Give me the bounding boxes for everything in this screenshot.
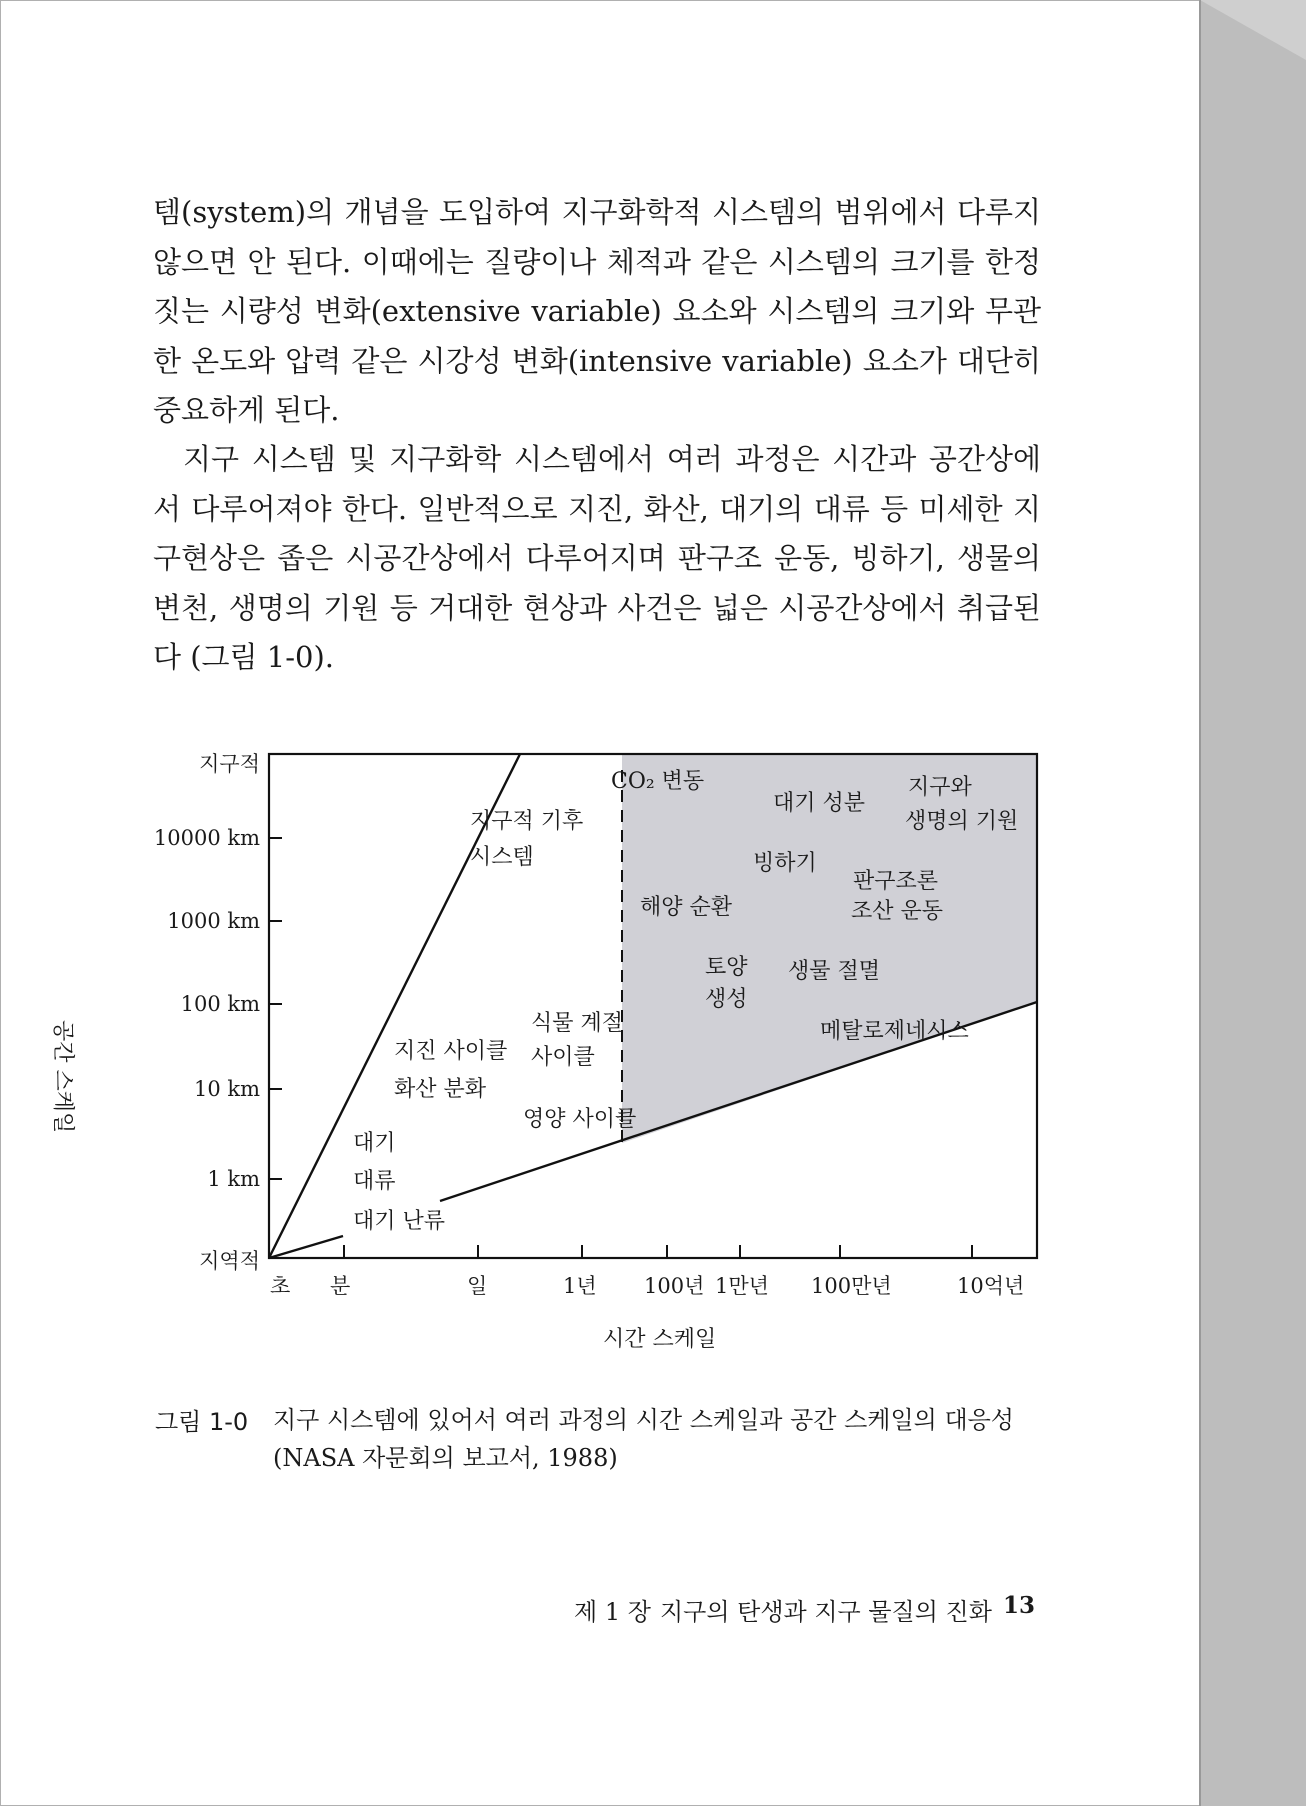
x-tick-label: 100만년 (811, 1274, 892, 1298)
process-label: 지구와 (908, 775, 972, 800)
x-tick-label: 100년 (644, 1274, 705, 1298)
y-tick-label: 10000 km (153, 826, 260, 850)
process-label: 영양 사이클 (523, 1107, 637, 1132)
process-label: 대기 성분 (773, 791, 866, 816)
x-tick-label: 1년 (563, 1274, 597, 1298)
process-label: 사이클 (531, 1045, 595, 1070)
x-tick-label: 1만년 (715, 1274, 769, 1298)
x-tick-label: 10억년 (957, 1274, 1025, 1298)
process-label: 화산 분화 (394, 1077, 487, 1102)
process-label: 대류 (353, 1169, 396, 1194)
x-axis-title: 시간 스케일 (603, 1327, 717, 1352)
y-tick-label: 1 km (207, 1167, 260, 1191)
y-tick-label: 지구적 (199, 752, 260, 776)
y-tick-label: 100 km (180, 992, 260, 1016)
x-tick-label: 초 (270, 1274, 291, 1298)
page-number: 13 (1003, 1592, 1036, 1619)
y-tick-label: 10 km (193, 1077, 260, 1101)
y-axis-title: 공간 스케일 (50, 1020, 75, 1134)
process-label: 토양 (705, 955, 748, 980)
process-label: 식물 계절 (531, 1011, 624, 1036)
y-tick-label: 1000 km (167, 909, 260, 933)
process-label: 해양 순환 (640, 895, 733, 920)
region-label: CO₂ 변동 (611, 769, 705, 794)
footer-title: 지구의 탄생과 지구 물질의 진화 (660, 1598, 992, 1626)
process-label: 대기 난류 (353, 1209, 446, 1234)
turbulence-boundary-line (269, 1236, 343, 1258)
process-label: 생물 절멸 (788, 959, 881, 984)
paragraph-1: 템(system)의 개념을 도입하여 지구화학적 시스템의 범위에서 다루지 않으면 안 된다. 이때에는 질량이나 체적과 같은 시스템의 크기를 한정짓는 시량성 변화(extensive variable) 요소와 시스템의 크기와 무관한 온도와 압력 같은 시강성 변화(intensive variable) 요소가 대단히 중요하게 된다. (153, 195, 1041, 427)
process-label: 빙하기 (753, 851, 817, 876)
caption-number: 그림 1-0 (155, 1408, 249, 1436)
process-label: 대기 (353, 1131, 396, 1156)
region-label: 시스템 (470, 845, 534, 870)
paragraph-2: 지구 시스템 및 지구화학 시스템에서 여러 과정은 시간과 공간상에서 다루어져야 한다. 일반적으로 지진, 화산, 대기의 대류 등 미세한 지구현상은 좁은 시공간상에서 다루어지며 판구조 운동, 빙하기, 생물의 변천, 생명의 기원 등 거대한 현상과 사건은 넓은 시공간상에서 취급된다 (그림 1-0). (153, 442, 1041, 674)
x-tick-label: 일 (467, 1274, 488, 1298)
process-label: 조산 운동 (851, 899, 944, 924)
process-label: 생성 (705, 987, 748, 1012)
process-label: 메탈로제네시스 (820, 1019, 969, 1044)
region-label: 지구적 기후 (470, 809, 584, 834)
x-tick-label: 분 (330, 1274, 351, 1298)
footer-chapter: 제 1 장 (574, 1598, 651, 1626)
caption-line-1: 지구 시스템에 있어서 여러 과정의 시간 스케일과 공간 스케일의 대응성 (273, 1406, 1014, 1434)
process-label: 생명의 기원 (905, 809, 1019, 834)
caption-line-2: (NASA 자문회의 보고서, 1988) (273, 1444, 618, 1472)
process-label: 판구조론 (853, 869, 939, 894)
process-label: 지진 사이클 (394, 1039, 508, 1064)
y-tick-label: 지역적 (199, 1249, 260, 1273)
